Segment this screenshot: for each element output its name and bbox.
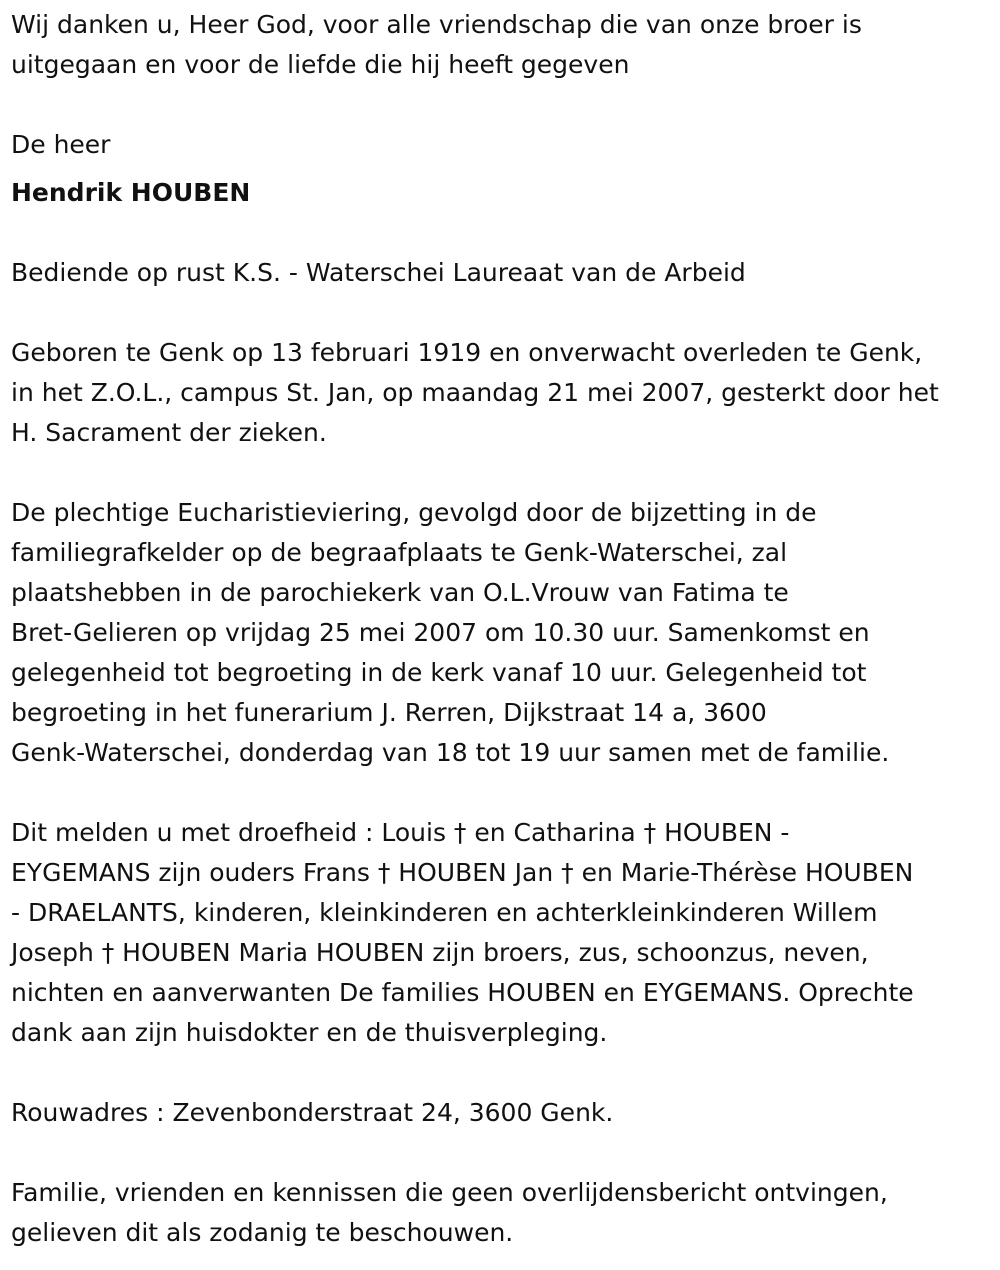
deceased-name: Hendrik HOUBEN [11,178,251,207]
opening-prayer: Wij danken u, Heer God, voor alle vriendschap die van onze broer is uitgegaan en voor de liefde die hij heeft gegeven [11,10,862,79]
mourning-address: Rouwadres : Zevenbonderstraat 24, 3600 Genk. [11,1098,614,1127]
death-notice [11,5,989,1253]
occupation: Bediende op rust K.S. - Waterschei Laureaat van de Arbeid [11,258,746,287]
family-announcement: Dit melden u met droefheid : Louis † en Catharina † HOUBEN - EYGEMANS zijn ouders Frans † HOUBEN Jan † en Marie-Thérèse HOUBEN - DRAELANTS, kinderen, kleinkinderen en achterkleinkinderen Willem Joseph † HOUBEN Maria HOUBEN zijn broers, zus, schoonzus, neven, nichten en aanverwanten De families HOUBEN en EYGEMANS. Oprechte dank aan zijn huisdokter en de thuisverpleging. [11,818,914,1047]
closing-note: Familie, vrienden en kennissen die geen overlijdensbericht ontvingen, gelieven dit als zodanig te beschouwen. [11,1178,888,1247]
birth-death-details: Geboren te Genk op 13 februari 1919 en onverwacht overleden te Genk, in het Z.O.L., campus St. Jan, op maandag 21 mei 2007, gesterkt door het H. Sacrament der zieken. [11,338,939,447]
funeral-details: De plechtige Eucharistieviering, gevolgd door de bijzetting in de familiegrafkelder op de begraafplaats te Genk-Waterschei, zal plaatshebben in de parochiekerk van O.L.Vrouw van Fatima te Bret-Gelieren op vrijdag 25 mei 2007 om 10.30 uur. Samenkomst en gelegenheid tot begroeting in de kerk vanaf 10 uur. Gelegenheid tot begroeting in het funerarium J. Rerren, Dijkstraat 14 a, 3600 Genk-Waterschei, donderdag van 18 tot 19 uur samen met de familie. [11,498,890,767]
salutation: De heer [11,130,111,159]
